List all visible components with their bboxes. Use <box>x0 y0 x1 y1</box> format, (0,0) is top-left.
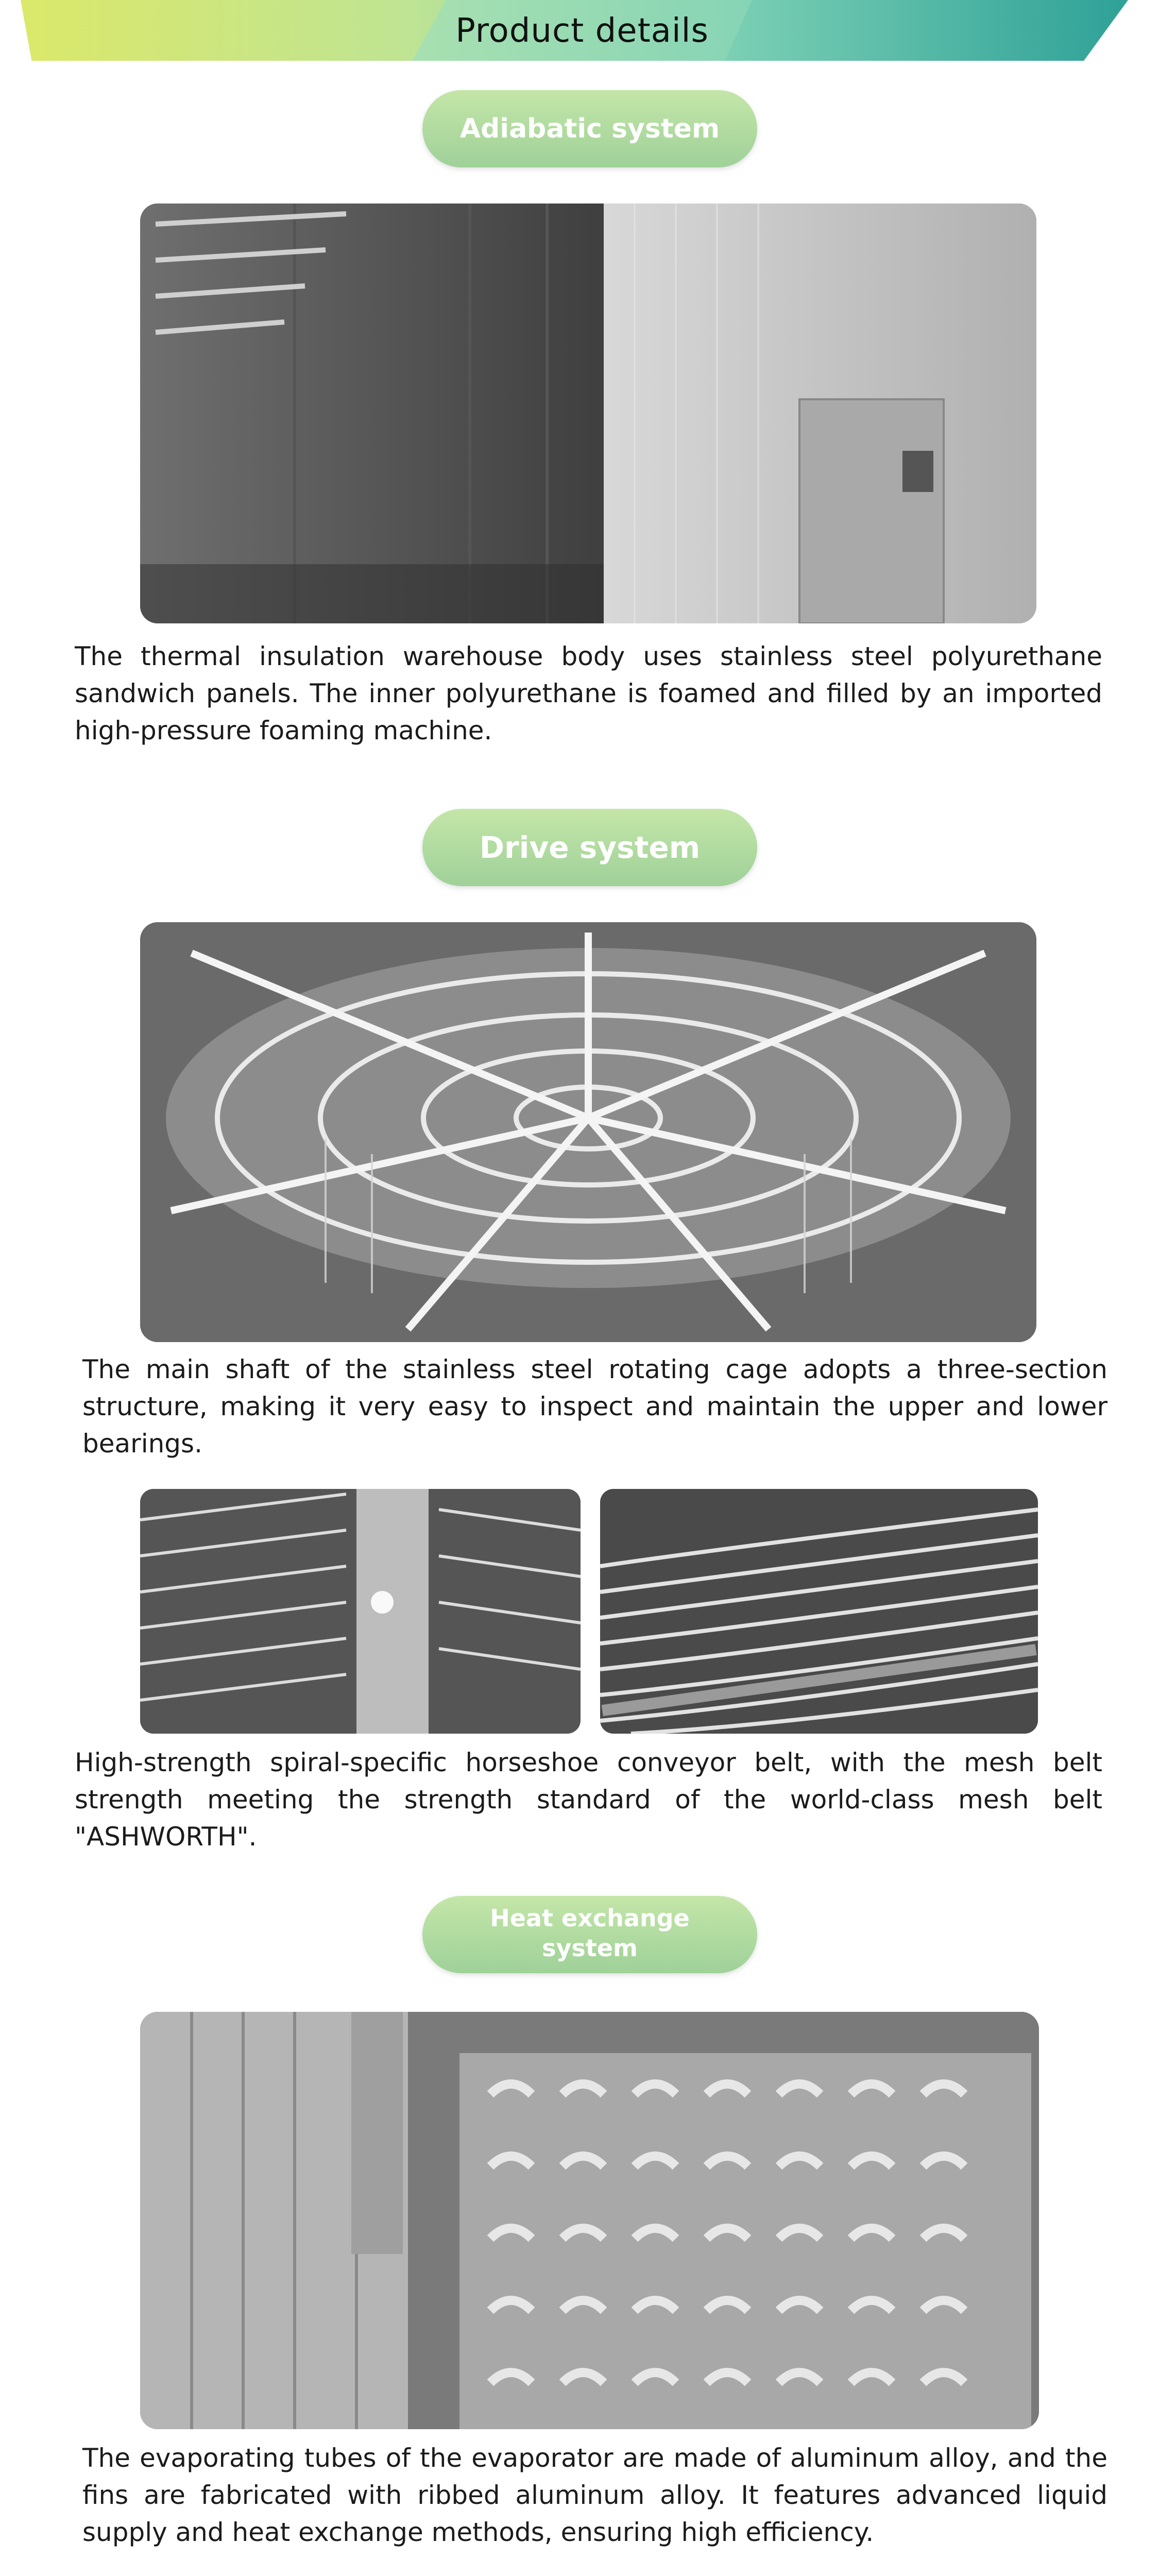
section-label-heat-exchange <box>422 1896 757 1973</box>
section-label-text-line1: Heat exchange <box>490 1904 690 1932</box>
section-label-adiabatic <box>422 90 757 167</box>
section-label-text: Adiabatic system <box>459 113 720 144</box>
spiral-cage-photo <box>140 1489 581 1734</box>
evaporator-tubes-photo <box>140 2012 1039 2429</box>
heat-exchange-description-evaporator: The evaporating tubes of the evaporator are made of aluminum alloy, and the fins are fabricated with ribbed aluminum alloy. It features advanced liquid supply and heat exchange methods, ensuring high efficiency. <box>82 2443 1107 2547</box>
adiabatic-description: The thermal insulation warehouse body uses stainless steel polyurethane sandwich panels. The inner polyurethane is foamed and filled by an imported high-pressure foaming machine. <box>75 641 1102 745</box>
drive-description-shaft: The main shaft of the stainless steel rotating cage adopts a three-section structure, making it very easy to inspect and maintain the upper and lower bearings. <box>82 1354 1107 1459</box>
section-label-text-line2: system <box>542 1934 638 1962</box>
insulation-warehouse-photo <box>140 204 1036 623</box>
page-title: Product details <box>455 12 709 50</box>
conveyor-belt-photo <box>600 1489 1038 1734</box>
section-label-drive <box>422 809 757 886</box>
section-label-text: Drive system <box>479 830 701 865</box>
drive-description-belt: High-strength spiral-specific horseshoe conveyor belt, with the mesh belt strength meeting the strength standard of the world-class mesh belt "ASHWORTH". <box>75 1748 1102 1852</box>
rotating-cage-photo <box>140 922 1036 1342</box>
